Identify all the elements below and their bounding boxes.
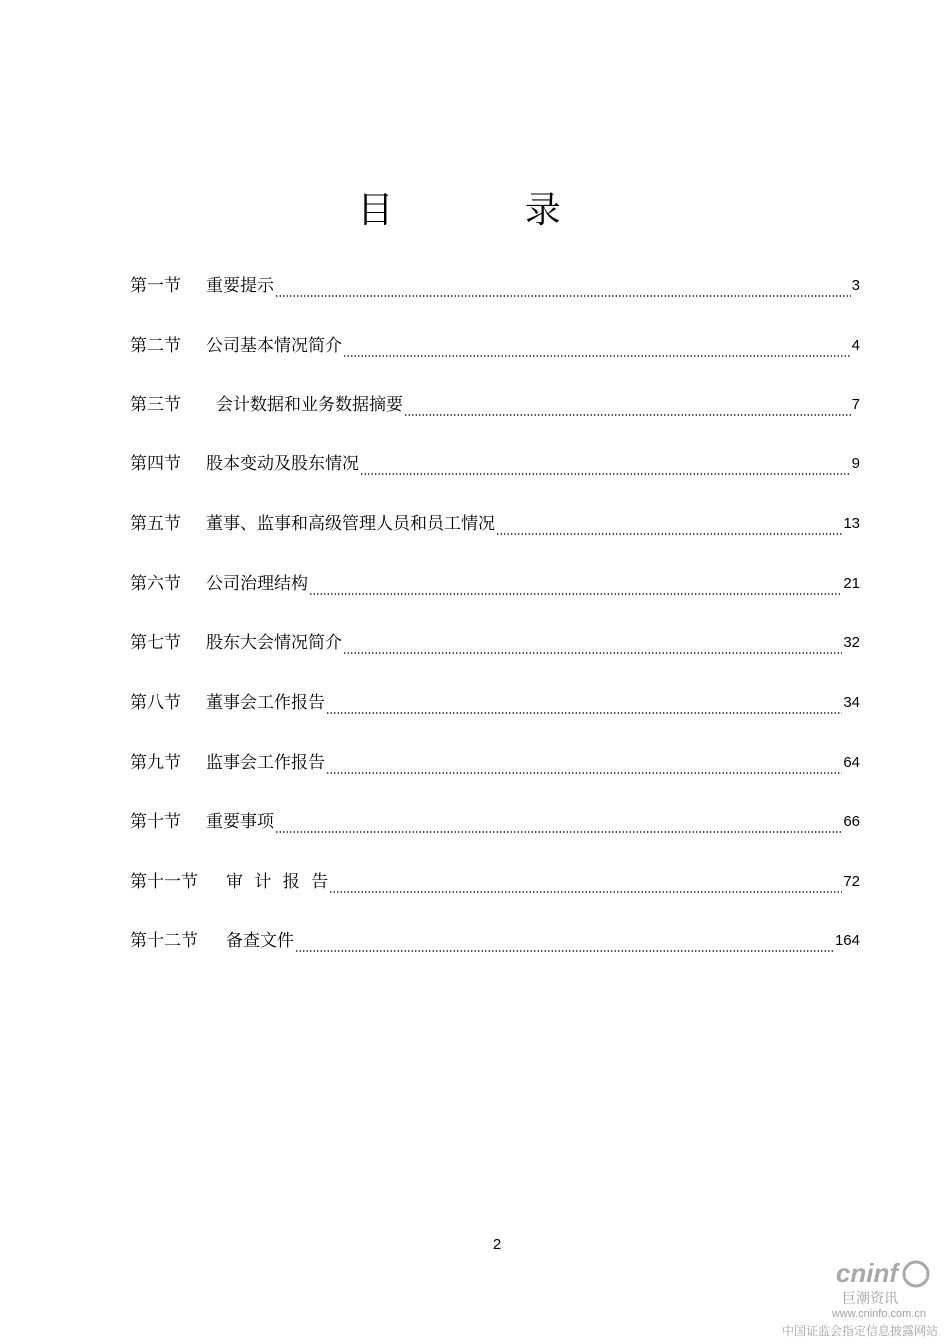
watermark-name-cn: 巨潮资讯: [842, 1291, 898, 1307]
toc-page-number: 9: [851, 455, 860, 472]
watermark-tagline: 中国证监会指定信息披露网站: [781, 1324, 938, 1338]
toc-entry[interactable]: [130, 627, 860, 655]
watermark-url: www.cninfo.com.cn: [831, 1308, 926, 1320]
toc-entry[interactable]: [130, 806, 860, 834]
toc-page-number: 4: [851, 337, 860, 354]
toc-entry-title: 审 计 报 告: [226, 872, 329, 892]
toc-section-label: 第九节: [130, 753, 181, 773]
toc-page-number: 7: [851, 396, 860, 413]
watermark-logo-text: cninf: [835, 1258, 898, 1288]
cninfo-logo-icon: [900, 1260, 932, 1288]
toc-dot-leader: [326, 755, 842, 775]
toc-page-number: 66: [843, 813, 860, 830]
toc-section-label: 第十节: [130, 812, 181, 832]
toc-section-label: 第七节: [130, 633, 181, 653]
toc-entry-title: 公司基本情况简介: [206, 336, 342, 356]
toc-entry-title: 重要事项: [206, 812, 274, 832]
toc-section-label: 第四节: [130, 454, 181, 474]
cninfo-watermark: [768, 1258, 938, 1338]
toc-dot-leader: [496, 516, 842, 536]
toc-entry[interactable]: [130, 866, 860, 894]
toc-entry-title: 董事会工作报告: [206, 693, 325, 713]
toc-entry-title: 监事会工作报告: [206, 753, 325, 773]
toc-page-number: 21: [843, 575, 860, 592]
toc-page-number: 34: [843, 694, 860, 711]
toc-dot-leader: [329, 874, 842, 894]
toc-section-label: 第十二节: [130, 931, 198, 951]
page-title: 目 录: [357, 190, 621, 231]
toc-entry[interactable]: [130, 925, 860, 953]
toc-entry[interactable]: [130, 270, 860, 298]
toc-entry-title: 公司治理结构: [206, 574, 308, 594]
toc-page-number: 3: [851, 277, 860, 294]
toc-section-label: 第五节: [130, 514, 181, 534]
toc-entry[interactable]: [130, 330, 860, 358]
toc-page-number: 72: [843, 873, 860, 890]
toc-entry-title: 备查文件: [226, 931, 294, 951]
toc-dot-leader: [309, 576, 842, 596]
toc-page-number: 32: [843, 634, 860, 651]
toc-entry[interactable]: [130, 389, 860, 417]
toc-entry[interactable]: [130, 568, 860, 596]
toc-page-number: 164: [834, 932, 860, 949]
toc-entry-title: 股本变动及股东情况: [206, 454, 359, 474]
toc-dot-leader: [275, 814, 842, 834]
toc-entry-title: 会计数据和业务数据摘要: [216, 395, 403, 415]
toc-section-label: 第六节: [130, 574, 181, 594]
toc-dot-leader: [343, 635, 842, 655]
toc-page-number: 13: [843, 515, 860, 532]
toc-section-label: 第八节: [130, 693, 181, 713]
toc-dot-leader: [343, 338, 851, 358]
toc-entry[interactable]: [130, 508, 860, 536]
toc-section-label: 第二节: [130, 336, 181, 356]
toc-section-label: 第一节: [130, 276, 181, 296]
toc-entry[interactable]: [130, 448, 860, 476]
toc-dot-leader: [404, 397, 851, 417]
toc-entry-title: 重要提示: [206, 276, 274, 296]
toc-entry[interactable]: [130, 687, 860, 715]
toc-dot-leader: [295, 933, 834, 953]
toc-entry-title: 股东大会情况简介: [206, 633, 342, 653]
toc-dot-leader: [360, 456, 851, 476]
toc-entry[interactable]: [130, 747, 860, 775]
toc-section-label: 第十一节: [130, 872, 198, 892]
toc-section-label: 第三节: [130, 395, 181, 415]
toc-dot-leader: [275, 278, 851, 298]
toc-page-number: 64: [843, 754, 860, 771]
toc-dot-leader: [326, 695, 842, 715]
toc-entry-title: 董事、监事和高级管理人员和员工情况: [206, 514, 495, 534]
footer-page-number: 2: [492, 1236, 502, 1253]
